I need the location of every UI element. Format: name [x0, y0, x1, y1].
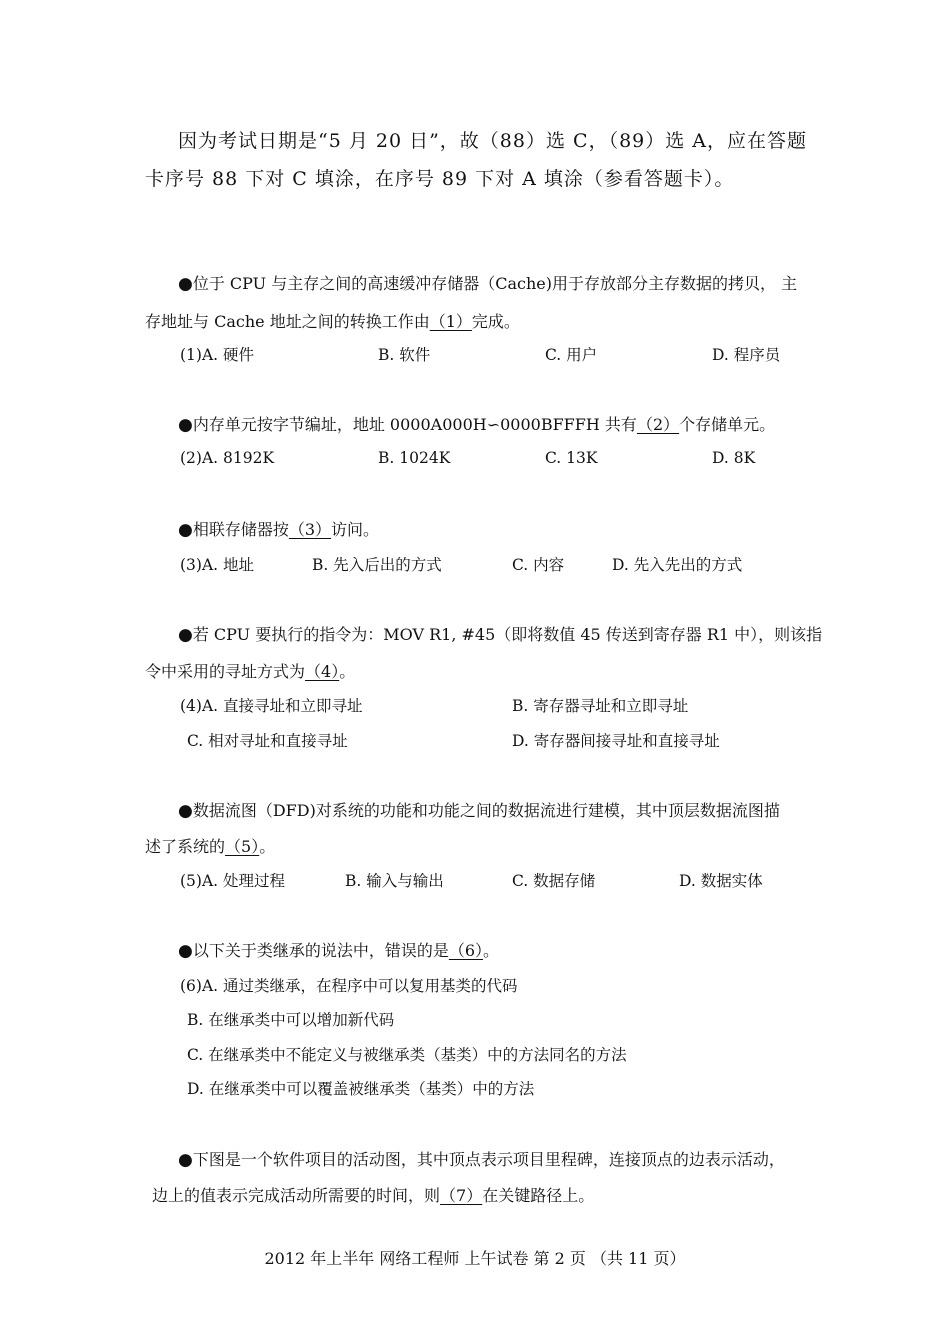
- bullet-icon: ●: [178, 801, 193, 821]
- question-1-stem-cont: 存地址与 Cache 地址之间的转换工作由（1）完成。: [145, 312, 520, 331]
- question-2-option-a: (2)A. 8192K: [180, 449, 275, 467]
- question-4-stem: ●若 CPU 要执行的指令为：MOV R1, #45（即将数值 45 传送到寄存器 R1 中），则该指: [178, 625, 823, 645]
- question-1-stem: ●位于 CPU 与主存之间的高速缓冲存储器（Cache)用于存放部分主存数据的拷贝， 主: [178, 274, 798, 294]
- answer-blank: （3）: [288, 520, 332, 539]
- question-3-option-b: B. 先入后出的方式: [312, 556, 442, 574]
- question-3-option-a: (3)A. 地址: [180, 556, 255, 574]
- question-6-option-c: C. 在继承类中不能定义与被继承类（基类）中的方法同名的方法: [187, 1046, 627, 1064]
- question-6-option-b: B. 在继承类中可以增加新代码: [187, 1011, 395, 1029]
- question-7-stem-cont: 边上的值表示完成活动所需要的时间，则（7）在关键路径上。: [152, 1186, 595, 1205]
- bullet-icon: ●: [178, 274, 193, 294]
- answer-blank: （5）: [225, 837, 260, 856]
- question-5-option-a: (5)A. 处理过程: [180, 872, 286, 890]
- answer-blank: （1）: [429, 312, 472, 331]
- intro-line-1: 因为考试日期是“5 月 20 日”，故（88）选 C，（89）选 A，应在答题: [178, 130, 808, 152]
- question-4-stem-cont: 令中采用的寻址方式为（4）。: [145, 662, 356, 681]
- question-1-option-b: B. 软件: [378, 346, 431, 364]
- bullet-icon: ●: [178, 415, 193, 435]
- question-5-option-b: B. 输入与输出: [345, 872, 444, 890]
- answer-blank: （6）: [448, 941, 484, 960]
- question-5-option-c: C. 数据存储: [512, 872, 596, 890]
- question-4-option-a: (4)A. 直接寻址和立即寻址: [180, 697, 363, 715]
- answer-blank: （7）: [440, 1186, 483, 1205]
- question-4-option-c: C. 相对寻址和直接寻址: [187, 732, 348, 750]
- question-5-stem: ●数据流图（DFD)对系统的功能和功能之间的数据流进行建模，其中顶层数据流图描: [178, 801, 780, 821]
- question-2-stem: ●内存单元按字节编址，地址 0000A000H∽0000BFFFH 共有（2）个存储单元。: [178, 415, 776, 435]
- question-3-option-d: D. 先入先出的方式: [612, 556, 743, 574]
- question-2-option-d: D. 8K: [712, 449, 756, 467]
- question-1-option-c: C. 用户: [545, 346, 598, 364]
- bullet-icon: ●: [178, 941, 193, 961]
- intro-line-2: 卡序号 88 下对 C 填涂，在序号 89 下对 A 填涂（参看答题卡）。: [145, 168, 735, 190]
- question-7-stem: ●下图是一个软件项目的活动图，其中顶点表示项目里程碑，连接顶点的边表示活动，: [178, 1150, 785, 1170]
- answer-blank: （4）: [305, 662, 340, 681]
- answer-blank: （2）: [636, 415, 680, 434]
- question-6-option-a: (6)A. 通过类继承，在程序中可以复用基类的代码: [180, 977, 518, 995]
- question-6-option-d: D. 在继承类中可以覆盖被继承类（基类）中的方法: [187, 1080, 535, 1098]
- question-3-option-c: C. 内容: [512, 556, 565, 574]
- question-5-option-d: D. 数据实体: [679, 872, 763, 890]
- question-5-stem-cont: 述了系统的（5）。: [145, 837, 276, 856]
- question-3-stem: ●相联存储器按（3）访问。: [178, 520, 380, 540]
- question-6-stem: ●以下关于类继承的说法中，错误的是（6）。: [178, 941, 500, 961]
- page-footer: 2012 年上半年 网络工程师 上午试卷 第 2 页 （共 11 页）: [264, 1249, 686, 1268]
- bullet-icon: ●: [178, 1150, 193, 1170]
- question-2-option-c: C. 13K: [545, 449, 598, 467]
- question-4-option-b: B. 寄存器寻址和立即寻址: [512, 697, 689, 715]
- question-4-option-d: D. 寄存器间接寻址和直接寻址: [512, 732, 720, 750]
- question-1-option-a: (1)A. 硬件: [180, 346, 255, 364]
- question-1-option-d: D. 程序员: [712, 346, 781, 364]
- question-2-option-b: B. 1024K: [378, 449, 451, 467]
- bullet-icon: ●: [178, 625, 193, 645]
- bullet-icon: ●: [178, 520, 193, 540]
